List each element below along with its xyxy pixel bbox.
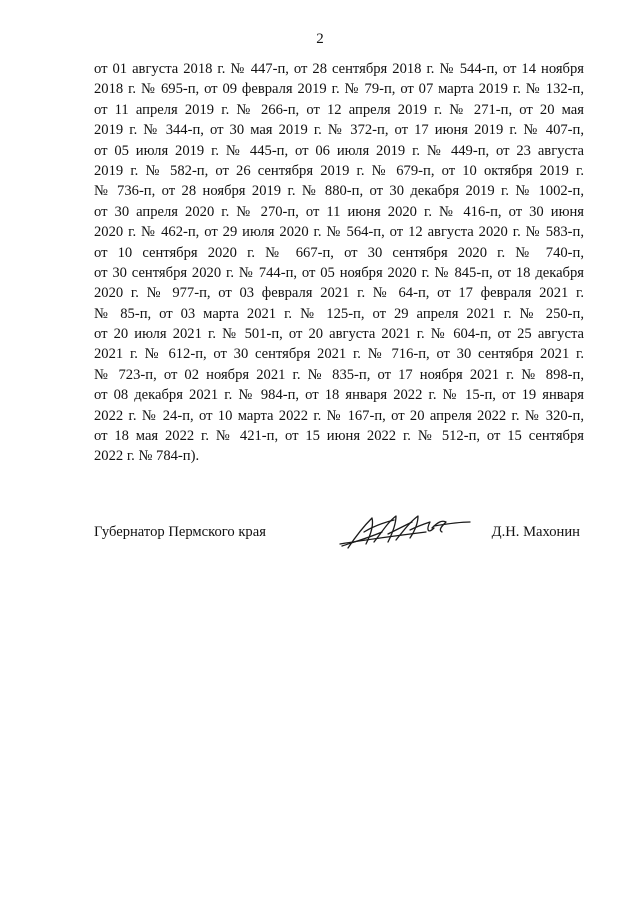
page-number: 2: [316, 31, 324, 47]
body-line: № 85-п, от 03 марта 2021 г. № 125-п, от 29 апреля 2021 г. № 250-п,: [94, 305, 584, 322]
signatory-name: Д.Н. Махонин: [491, 524, 580, 540]
body-line: 2019 г. № 582-п, от 26 сентября 2019 г. № 679-п, от 10 октября 2019 г.: [94, 162, 584, 179]
body-line: от 30 сентября 2020 г. № 744-п, от 05 ноября 2020 г. № 845-п, от 18 декабря: [94, 264, 584, 281]
body-line: от 08 декабря 2021 г. № 984-п, от 18 января 2022 г. № 15-п, от 19 января: [94, 387, 584, 404]
body-line: 2020 г. № 977-п, от 03 февраля 2021 г. № 64-п, от 17 февраля 2021 г.: [94, 285, 584, 302]
body-line: 2020 г. № 462-п, от 29 июля 2020 г. № 564-п, от 12 августа 2020 г. № 583-п,: [94, 224, 584, 241]
body-line: от 30 апреля 2020 г. № 270-п, от 11 июня 2020 г. № 416-п, от 30 июня: [94, 203, 584, 220]
body-line: 2018 г. № 695-п, от 09 февраля 2019 г. № 79-п, от 07 марта 2019 г. № 132-п,: [94, 81, 584, 98]
body-line: от 01 августа 2018 г. № 447-п, от 28 сентября 2018 г. № 544-п, от 14 ноября: [94, 61, 584, 77]
signature-block: [94, 522, 584, 546]
signatory-position: Губернатор Пермского края: [94, 524, 266, 540]
body-line: № 723-п, от 02 ноября 2021 г. № 835-п, от 17 ноября 2021 г. № 898-п,: [94, 366, 584, 383]
body-line: № 736-п, от 28 ноября 2019 г. № 880-п, от 30 декабря 2019 г. № 1002-п,: [94, 183, 584, 200]
body-line: от 10 сентября 2020 г. № 667-п, от 30 сентября 2020 г. № 740-п,: [94, 244, 584, 261]
body-line-last: 2022 г. № 784-п).: [94, 448, 200, 465]
body-line: от 20 июля 2021 г. № 501-п, от 20 августа 2021 г. № 604-п, от 25 августа: [94, 326, 584, 343]
body-line: 2022 г. № 24-п, от 10 марта 2022 г. № 167-п, от 20 апреля 2022 г. № 320-п,: [94, 407, 584, 424]
handwritten-signature: [334, 508, 474, 554]
body-line: от 05 июля 2019 г. № 445-п, от 06 июля 2019 г. № 449-п, от 23 августа: [94, 142, 584, 159]
body-line: от 18 мая 2022 г. № 421-п, от 15 июня 2022 г. № 512-п, от 15 сентября: [94, 428, 584, 445]
body-text: [94, 59, 584, 467]
body-line: 2019 г. № 344-п, от 30 мая 2019 г. № 372-п, от 17 июня 2019 г. № 407-п,: [94, 122, 584, 139]
body-line: от 11 апреля 2019 г. № 266-п, от 12 апреля 2019 г. № 271-п, от 20 мая: [94, 101, 584, 118]
body-line: 2021 г. № 612-п, от 30 сентября 2021 г. № 716-п, от 30 сентября 2021 г.: [94, 346, 584, 363]
